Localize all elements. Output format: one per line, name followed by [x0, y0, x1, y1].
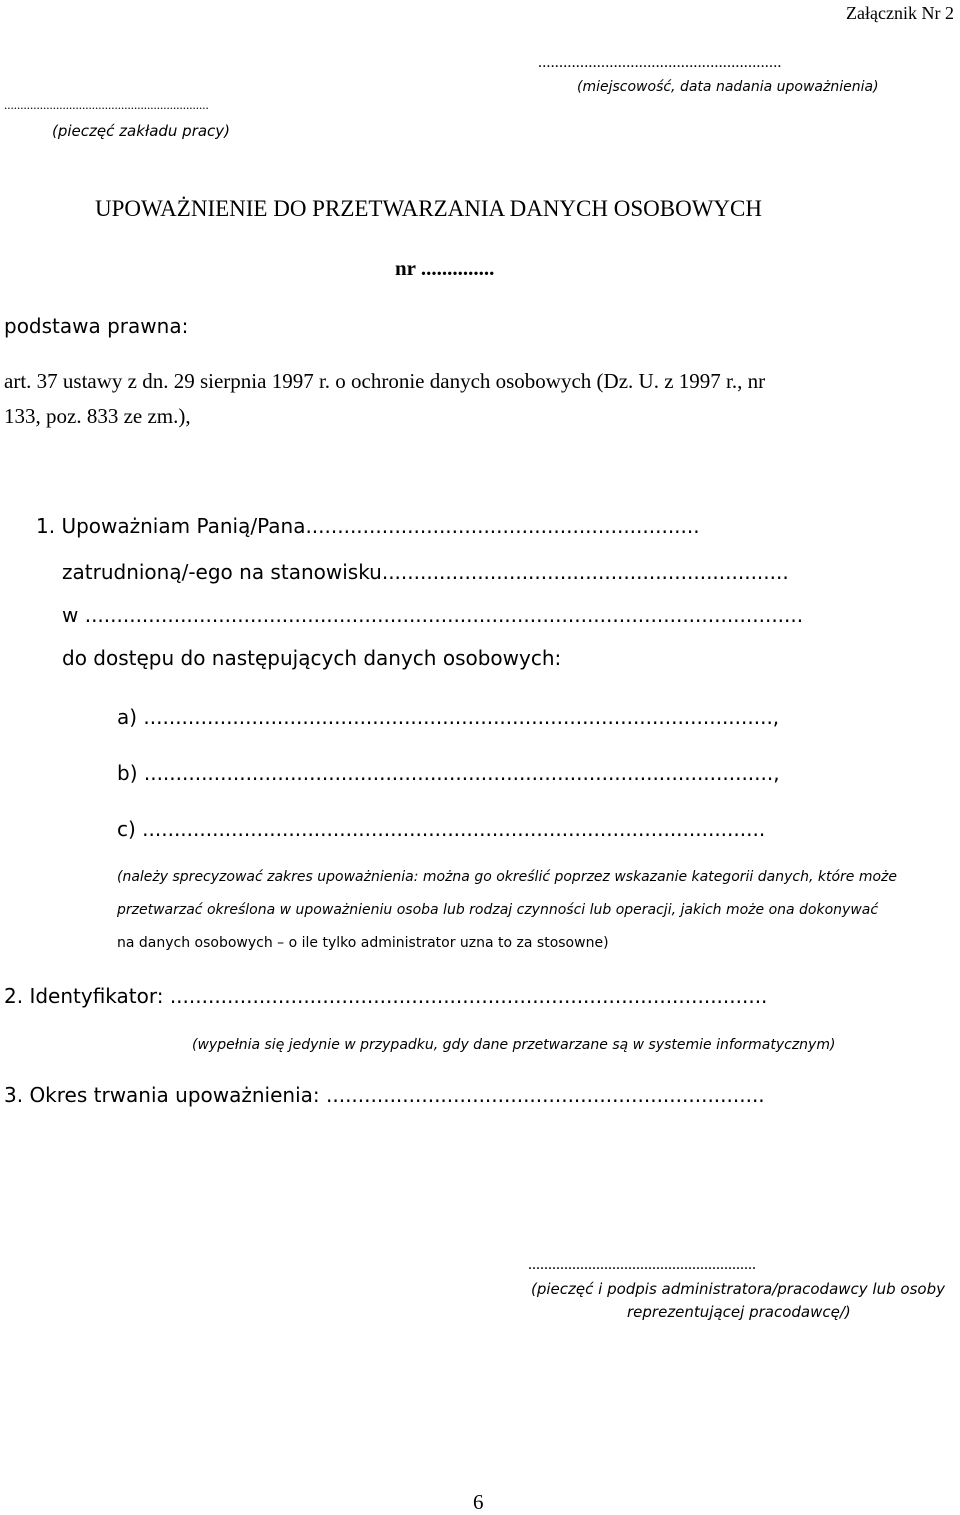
scope-item-b: b) ...................................................................................................,: [117, 761, 780, 785]
identifier-line: 2. Identyfikator: ..............................................................................................: [4, 984, 768, 1008]
section-1-line-3: w .................................................................................................................: [62, 603, 804, 627]
scope-note-line-1: (należy sprecyzować zakres upoważnienia: można go określić poprzez wskazanie kategorii danych, które może: [117, 869, 897, 885]
scope-item-a: a) ...................................................................................................,: [117, 705, 780, 729]
stamp-caption: (pieczęć zakładu pracy): [52, 122, 231, 140]
place-date-field: ..........................................................: [538, 54, 782, 71]
authorization-period-line: 3. Okres trwania upoważnienia: .....................................................................: [4, 1083, 765, 1107]
document-number: nr ..............: [395, 256, 495, 280]
identifier-note: (wypełnia się jedynie w przypadku, gdy dane przetwarzane są w systemie informatycznym): [192, 1037, 836, 1053]
scope-item-c: c) ..................................................................................................: [117, 817, 766, 841]
signature-caption-line-1: (pieczęć i podpis administratora/pracodawcy lub osoby: [531, 1280, 945, 1298]
stamp-field: ...............................................................: [4, 97, 209, 112]
place-date-caption: (miejscowość, data nadania upoważnienia): [577, 79, 879, 95]
section-1-line-4: do dostępu do następujących danych osobowych:: [62, 646, 562, 670]
legal-basis-label: podstawa prawna:: [4, 314, 189, 338]
scope-note-line-3: na danych osobowych – o ile tylko administrator uzna to za stosowne): [117, 935, 609, 951]
page-number: 6: [473, 1490, 484, 1514]
document-title: UPOWAŻNIENIE DO PRZETWARZANIA DANYCH OSOBOWYCH: [95, 196, 762, 221]
scope-note-line-2: przetwarzać określona w upoważnieniu osoba lub rodzaj czynności lub operacji, jakich może ona dokonywać: [117, 902, 879, 918]
legal-basis-line-1: art. 37 ustawy z dn. 29 sierpnia 1997 r. o ochronie danych osobowych (Dz. U. z 1997 r., nr: [4, 369, 766, 393]
section-1-line-1: 1. Upoważniam Panią/Pana..............................................................: [36, 514, 700, 538]
signature-field: .........................................................: [528, 1256, 756, 1273]
legal-basis-line-2: 133, poz. 833 ze zm.),: [4, 404, 191, 428]
signature-caption-line-2: reprezentującej pracodawcę/): [627, 1303, 851, 1321]
annex-label: Załącznik Nr 2: [846, 3, 954, 23]
section-1-line-2: zatrudnioną/-ego na stanowisku................................................................: [62, 560, 789, 584]
